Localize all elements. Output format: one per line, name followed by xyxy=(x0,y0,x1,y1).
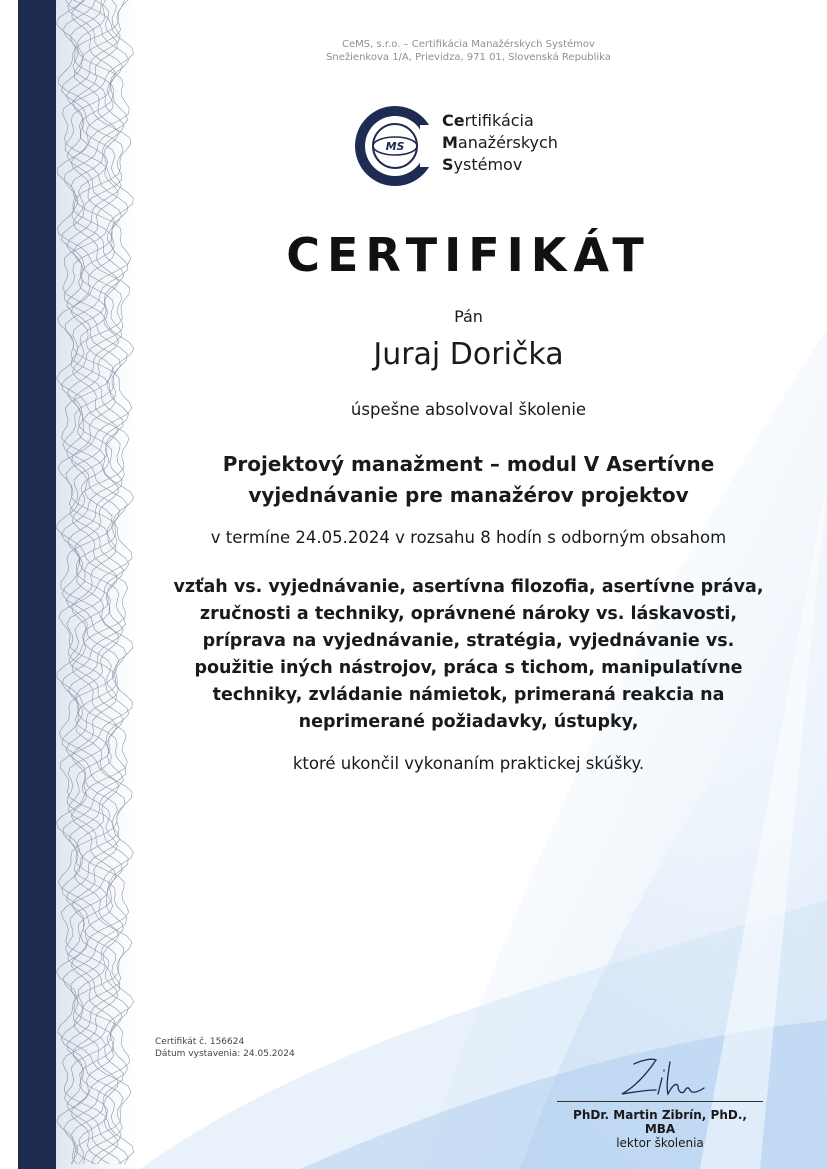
certificate-title: CERTIFIKÁT xyxy=(286,228,651,282)
logo-line-2-rest: anažérskych xyxy=(457,133,558,152)
issuer-info xyxy=(110,38,827,64)
signer-name-line-1: PhDr. Martin Zibrín, PhD., xyxy=(573,1108,747,1122)
closing-text: ktoré ukončil vykonaním praktickej skúšky. xyxy=(292,754,645,773)
certificate-meta xyxy=(155,1036,295,1060)
issue-date: Dátum vystavenia: 24.05.2024 xyxy=(155,1049,295,1059)
signer-name-line-2: MBA xyxy=(644,1122,676,1136)
course-content xyxy=(110,574,827,736)
content-line: neprimerané požiadavky, ústupky, xyxy=(298,712,639,732)
logo-emblem-text: MS xyxy=(385,140,405,153)
course-title-line-1: Projektový manažment – modul V Asertívne xyxy=(222,452,715,476)
logo-line-3-initial: S xyxy=(442,155,454,174)
certificate-number: Certifikát č. 156624 xyxy=(155,1037,245,1047)
logo-line-2-initial: M xyxy=(442,133,458,152)
logo-line-1-initial: Ce xyxy=(442,111,465,130)
issuer-line-2: Snežienkova 1/A, Prievidza, 971 01, Slovenská Republika xyxy=(326,52,611,63)
salutation: Pán xyxy=(454,307,483,326)
recipient-name: Juraj Dorička xyxy=(373,337,564,372)
signer-role: lektor školenia xyxy=(616,1136,704,1150)
logo-line-1-rest: rtifikácia xyxy=(464,111,534,130)
course-title xyxy=(110,449,827,511)
course-title-line-2: vyjednávanie pre manažérov projektov xyxy=(248,483,689,507)
issuer-line-1: CeMS, s.r.o. – Certifikácia Manažérskych Systémov xyxy=(342,39,595,50)
logo-line-3-rest: ystémov xyxy=(453,155,523,174)
content-line: techniky, zvládanie námietok, primeraná reakcia na xyxy=(212,685,725,705)
navy-band xyxy=(18,0,56,1169)
signer-block xyxy=(557,1108,763,1150)
content-line: použitie iných nástrojov, práca s tichom, manipulatívne xyxy=(194,658,743,678)
content-line: zručnosti a techniky, oprávnené nároky vs. láskavosti, xyxy=(199,604,738,624)
logo-wordmark xyxy=(442,110,558,176)
content-line: príprava na vyjednávanie, stratégia, vyjednávanie vs. xyxy=(202,631,735,651)
term-text: v termíne 24.05.2024 v rozsahu 8 hodín s odborným obsahom xyxy=(210,528,727,547)
signature-line xyxy=(557,1101,763,1102)
handwritten-signature xyxy=(612,1050,712,1102)
content-line: vzťah vs. vyjednávanie, asertívna filozofia, asertívne práva, xyxy=(173,577,764,597)
completed-text: úspešne absolvoval školenie xyxy=(350,400,587,419)
